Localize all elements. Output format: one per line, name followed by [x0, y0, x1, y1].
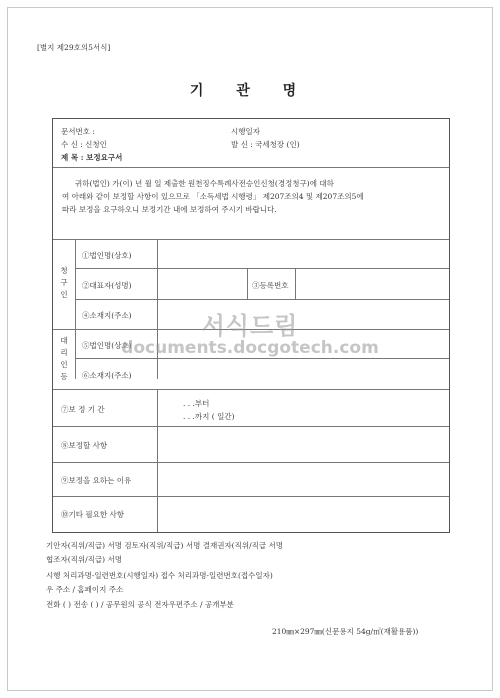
address-label: ④소재지(주소)	[82, 311, 132, 320]
divider	[247, 268, 248, 299]
footer-line-2: 협조자(직위/직급) 서명	[46, 555, 122, 564]
sender: 발 신 : 국세청장 (인)	[231, 140, 300, 149]
divider	[53, 426, 449, 427]
corp-name-label: ①법인명(상호)	[82, 251, 132, 260]
divider	[75, 358, 449, 359]
subject: 제 목 : 보정요구서	[61, 153, 123, 162]
divider	[53, 496, 449, 497]
footer-line-4: 우 주소 / 홈페이지 주소	[46, 585, 124, 594]
period-label: ⑦보 정 기 간	[61, 405, 105, 414]
agent-corp-name-label: ⑤법인명(상호)	[82, 341, 132, 350]
divider	[53, 239, 449, 240]
divider	[53, 389, 449, 390]
divider	[75, 299, 449, 300]
items-to-correct-label: ⑧보정할 사항	[61, 441, 108, 450]
period-from: . . .부터	[183, 399, 210, 408]
agent-address-label: ⑥소재지(주소)	[82, 371, 132, 380]
divider	[53, 462, 449, 463]
form-reference: [별지 제29호의5서식]	[37, 43, 111, 52]
watermark-url: documents.docgotech.com	[121, 338, 379, 358]
footer-line-3: 시행 처리과명-일련번호(시행일자) 접수 처리과명-일련번호(접수일자)	[46, 571, 273, 580]
reg-no-label: ③등록번호	[252, 281, 289, 290]
correction-reason-label: ⑨보정을 요하는 이유	[61, 476, 132, 485]
divider	[295, 268, 296, 299]
period-to: . . .까지 ( 일간)	[183, 412, 235, 421]
divider	[53, 167, 449, 168]
body-line-2: 여 아래와 같이 보정할 사항이 있으므로 「소득세법 시행령」 제207조의4 및 제207조의5에	[62, 192, 364, 201]
footer-line-5: 전화 ( ) 전송 ( ) / 공무원의 공식 전자우편주소 / 공개부분	[46, 600, 234, 609]
agent-group-label: 대리인등	[60, 336, 68, 381]
body-line-1: 귀하(법인) 가(이) 년 월 일 제출한 원천징수특례사전승인신청(경정청구)에 대하	[75, 179, 334, 188]
body-line-3: 따라 보정을 요구하오니 보정기간 내에 보정하여 주시기 바랍니다.	[62, 205, 277, 214]
paper-size: 210㎜×297㎜(신문용지 54g/㎡(재활용품))	[272, 627, 419, 636]
divider	[157, 389, 158, 532]
divider	[75, 268, 449, 269]
watermark-title: 서식드림	[201, 312, 299, 340]
rep-name-label: ②대표자(성명)	[82, 281, 132, 290]
recipient: 수 신 : 신청인	[61, 140, 107, 149]
doc-number: 문서번호 :	[61, 127, 95, 136]
footer-line-1: 기안자(직위/직급) 서명 검토자(직위/직급) 서명 결재권자(직위/직급 서명	[46, 541, 283, 550]
issue-date: 시행일자	[231, 127, 260, 136]
claimant-group-label: 청구인	[60, 266, 68, 299]
other-items-label: ⑩기타 필요한 사항	[61, 510, 124, 519]
form-title: 기 관 명	[189, 83, 311, 99]
